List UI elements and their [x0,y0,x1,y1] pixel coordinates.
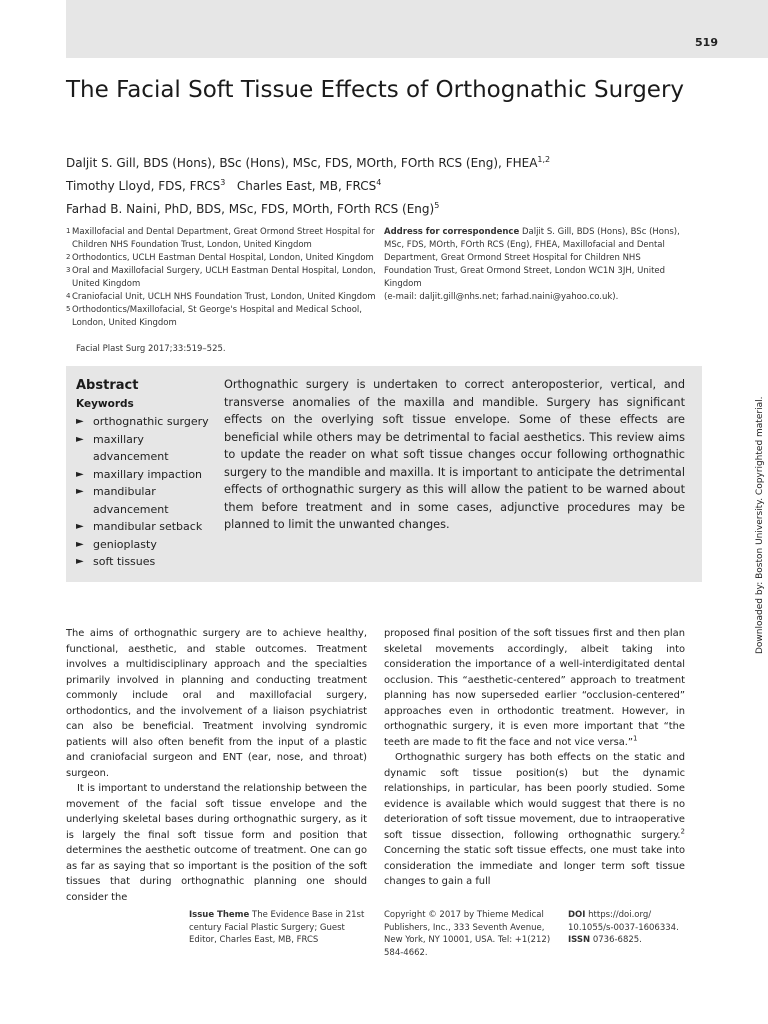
author-name: Daljit S. Gill, BDS (Hons), BSc (Hons), MSc, FDS, MOrth, FOrth RCS (Eng), FHEA [66,156,538,170]
correspondence-address [384,226,689,304]
keyword-item [76,413,216,431]
issn-value: 0736-6825. [592,935,642,945]
arrow-icon: ► [76,468,84,480]
affiliation-text: Orthodontics/Maxillofacial, St George's Hospital and Medical School, London, United Kingdom [72,305,362,328]
keywords-heading: Keywords [76,398,134,410]
affiliation-num: 4 [66,292,71,300]
body-paragraph: It is important to understand the relationship between the movement of the facial soft tissue envelope and the underlying skeletal bases during orthognathic surgery, as it is largely the final soft tissue form and position that determines the aesthetic outcome of treatment. One can go as far as saying that so important is the position of the soft tissues that during orthognathic planning one should consider the [66,783,367,903]
affiliation-text: Oral and Maxillofacial Surgery, UCLH Eastman Dental Hospital, London, United Kingdom [72,266,376,289]
affiliation-text: Maxillofacial and Dental Department, Great Ormond Street Hospital for Children NHS Foundation Trust, London, United Kingdom [72,227,375,250]
author-list [66,150,550,219]
address-label: Address for correspondence [384,227,520,237]
affiliation-text: Orthodontics, UCLH Eastman Dental Hospital, London, United Kingdom [72,253,374,263]
author-line-1 [66,150,550,173]
keyword-item [76,466,216,484]
author-affil-ref: 5 [434,201,440,210]
address-text: Daljit S. Gill, BDS (Hons), BSc (Hons), MSc, FDS, MOrth, FOrth RCS (Eng), FHEA, Maxillofacial and Dental Department, Great Ormond Street Hospital for Children NHS Foundation Trust, Great Ormond Street, London WC1N 3JH, United Kingdom [384,227,680,289]
issue-label: Issue Theme [189,910,250,920]
keyword-text: maxillary impaction [93,467,203,481]
copyright-notice: Copyright © 2017 by Thieme Medical Publishers, Inc., 333 Seventh Avenue, New York, NY 10001, USA. Tel: +1(212) 584-4662. [384,910,551,958]
body-paragraph [384,626,685,750]
keyword-item [76,518,216,536]
reference-marker: 1 [633,734,638,743]
arrow-icon: ► [76,538,84,550]
reference-marker: 2 [680,827,685,836]
keyword-item [76,553,216,571]
keyword-text: mandibular setback [93,520,203,533]
author-name: Charles East, MB, FRCS [236,179,377,193]
arrow-icon: ► [76,416,84,427]
affiliation-item [66,265,376,291]
arrow-icon: ► [76,521,84,532]
issue-text: The Evidence Base in 21st century Facial Plastic Surgery; Guest Editor, Charles East, MB, FRCS [189,910,365,945]
affiliations [66,226,376,330]
affiliation-num: 3 [66,266,71,274]
body-paragraph: The aims of orthognathic surgery are to achieve healthy, functional, aesthetic, and stable outcomes. Treatment involves a multidisciplinary approach and the specialties primarily involved in planning and conducting treatment commonly include oral and maxillofacial surgery, orthodontics, and the involvement of a liaison psychiatrist can also be beneficial. Treatment involving syndromic patients will also often benefit from the input of a plastic and craniofacial surgeon and ENT (ear, nose, and throat) surgeon. [66,628,367,779]
doi-issn [568,909,698,947]
author-name: Timothy Lloyd, FDS, FRCS [66,179,221,193]
keyword-text: orthognathic surgery [93,415,209,428]
affiliation-text: Craniofacial Unit, UCLH NHS Foundation Trust, London, United Kingdom [72,292,376,302]
author-affil-ref: 3 [220,178,226,187]
keyword-text: maxillary advancement [93,432,169,463]
paragraph-text: Concerning the static soft tissue effects, one must take into consideration the immediate and longer term soft tissue changes to gain a full [384,845,685,887]
keyword-text: soft tissues [93,555,156,568]
affiliation-num: 1 [66,227,71,235]
page-number: 519 [695,36,718,49]
body-paragraph [384,750,685,890]
paragraph-text: proposed final position of the soft tissues first and then plan skeletal movements accordingly, albeit taking into consideration the importance of a well-interdigitated dental occlusion. This “aesthetic-centered” approach to treatment planning has now superseded earlier “occlusion-centered” approaches even in orthodontic treatment. However, in orthognathic surgery, it is even more important that “the teeth are made to fit the face and not vice versa.” [384,628,685,748]
arrow-icon: ► [76,556,84,567]
keyword-item [76,483,216,518]
arrow-icon: ► [76,486,84,497]
download-notice-text: Downloaded by: Boston University. Copyrighted material. [755,396,765,654]
author-affil-ref: 1,2 [537,155,551,164]
download-notice [753,384,768,654]
issn-label: ISSN [568,935,591,945]
arrow-icon: ► [76,433,84,445]
body-column-right [384,626,685,890]
keyword-item [76,431,216,466]
keyword-text: genioplasty [93,537,157,551]
issue-theme [189,909,374,947]
header-band [66,0,768,58]
author-line-2 [66,173,550,196]
article-title: The Facial Soft Tissue Effects of Orthognathic Surgery [66,77,685,103]
doi-link[interactable]: https://doi.org/ 10.1055/s-0037-1606334. [568,910,679,933]
affiliation-num: 2 [66,253,71,261]
address-email: (e-mail: daljit.gill@nhs.net; farhad.naini@yahoo.co.uk). [384,292,619,302]
keyword-item [76,536,216,554]
author-line-3 [66,196,550,219]
citation: Facial Plast Surg 2017;33:519–525. [76,344,226,354]
affiliation-item [66,304,376,330]
keywords-list [76,413,216,571]
paragraph-text: Orthognathic surgery has both effects on the static and dynamic soft tissue position(s) but the dynamic relationships, in particular, has been poorly studied. Some evidence is available which would suggest that there is no deterioration of soft tissue movement, due to intraoperative soft tissue dissection, following orthognathic surgery. [384,752,685,841]
doi-label: DOI [568,910,586,920]
body-column-left [66,626,367,905]
affiliation-item [66,252,376,265]
abstract-text: Orthognathic surgery is undertaken to correct anteroposterior, vertical, and transverse anomalies of the maxilla and mandible. Surgery has significant effects on the overlying soft tissue envelope. Some of these effects are beneficial while others may be detrimental to facial aesthetics. This review aims to update the reader on what soft tissue changes occur following orthognathic surgery to the mandible and maxilla. It is important to anticipate the detrimental effects of orthognathic surgery as this will allow the patient to be warned about them before treatment and in some cases, adjunctive procedures may be planned to limit the unwanted changes. [224,378,685,531]
keyword-text: mandibular advancement [93,485,169,516]
author-name: Farhad B. Naini, PhD, BDS, MSc, FDS, MOrth, FOrth RCS (Eng) [66,202,435,216]
abstract-heading: Abstract [76,378,139,393]
affiliation-item [66,291,376,304]
author-affil-ref: 4 [376,178,382,187]
affiliation-item [66,226,376,252]
affiliation-num: 5 [66,305,71,313]
